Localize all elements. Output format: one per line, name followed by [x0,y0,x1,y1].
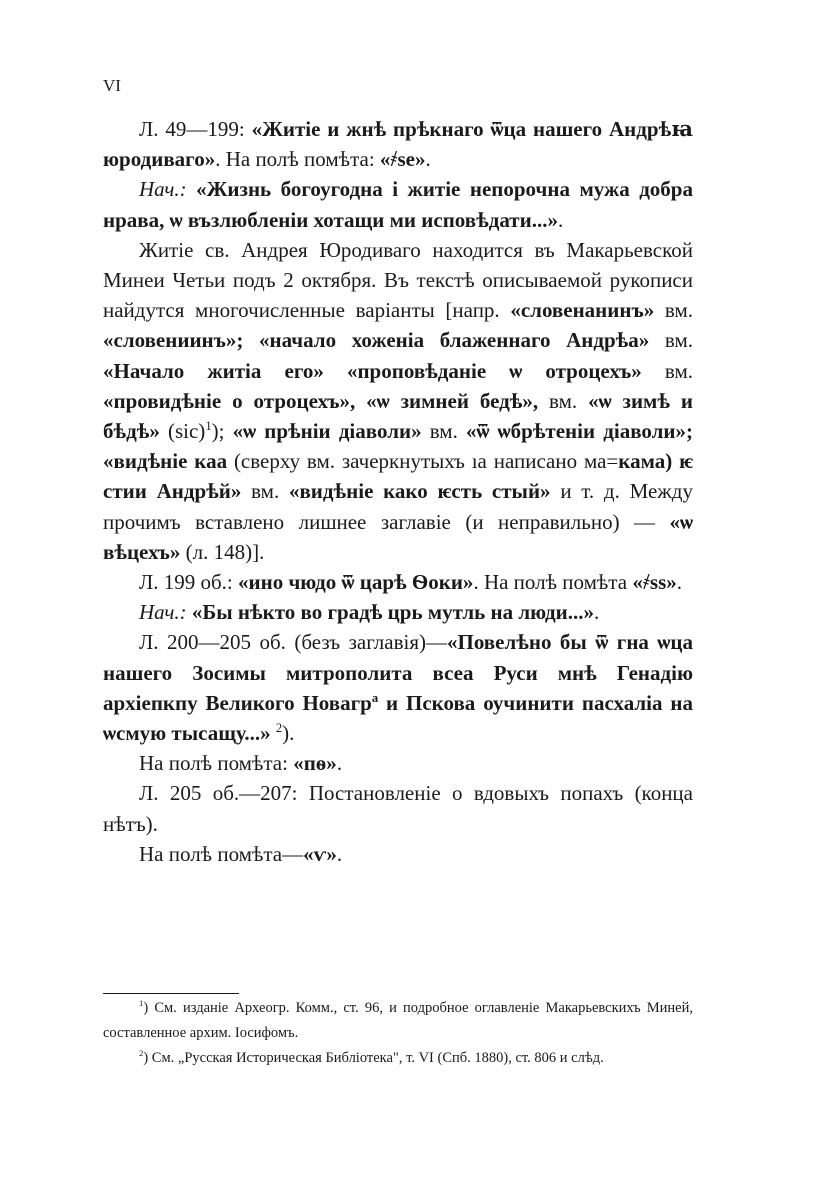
folio-ref: Л. 49—199: [139,117,252,141]
paragraph [103,748,693,778]
footnote-text: ) См. изданіе Археогр. Комм., ст. 96, и подробное оглавленіе Макарьевскихъ Миней, составленное архим. Іосифомъ. [103,1000,693,1041]
text-run: вм. [649,328,693,353]
text-run: . [557,207,564,232]
footnotes [103,996,693,1071]
text-run: . [425,147,431,172]
text-run: (л. 148)]. [180,539,265,564]
slavonic-quote: «ѿ ѡбрѣтеніи діаволи»; «видѣніе каа [103,419,693,474]
paragraph [103,174,693,234]
slavonic-quote: «ино чюдо ѿ царѣ Ѳоки» [238,570,474,595]
text-run: Житіе св. Андрея Юродиваго находится въ Макарьевской Минеи Четьи подъ 2 октября. Въ текстѣ описываемой рукописи найдутся многочисленные варіанты [напр. [103,237,693,323]
slavonic-quote: «Житіе и жнѣ прѣкнаго ѿца нашего Андрѣꙗ юродиваго» [103,117,693,172]
footnote [103,996,693,1046]
footnote-number: 2 [139,1048,144,1059]
slavonic-quote: кама) [618,449,673,474]
text-run: (sic) [159,419,206,444]
text-run: На полѣ помѣта— [139,841,304,866]
page-number: VI [103,76,121,95]
text-run: (сверху вм. зачеркнутыхъ ıа написано ма= [227,449,619,474]
paragraph [103,627,693,748]
slavonic-quote: и Пскова оучинити пасхаліа на ѡсмую тысащу...» [103,690,693,746]
text-run: вм. [641,358,693,383]
slavonic-quote: ѥ стии Андрѣй» [103,449,694,504]
paragraph [103,235,693,567]
footnote-number: 1 [139,998,144,1009]
superscript-letter: а [371,690,379,705]
slavonic-quote: «ѡ зимѣ и бѣдѣ» [103,388,693,444]
slavonic-quote: «Повелѣно бы ѿ гна ѡца нашего Зосимы митрополита всеа Руси мнѣ Генадію архіепкпу Великого Новагр [103,630,693,715]
text-run: вм. [654,298,693,323]
slavonic-quote: «ѡ прѣніи діаволи» [232,419,422,444]
text-run: На полѣ помѣта: [139,751,294,776]
slavonic-quote: «Жизнь богоугодна і житіе непорочна мужа добра нрава, ѡ възлюбленіи хотащи ми исповѣдати...» [103,177,693,232]
text-run: вм. [241,479,289,504]
text-run: . На полѣ помѣта: [215,147,380,172]
margin-note: «҂ѕѕ» [632,570,677,595]
paragraph [103,114,693,174]
text-run: . [336,841,343,866]
footnote-mark: 1 [205,419,212,434]
slavonic-quote: «словениинъ»; «начало хоженіа блаженнаго Андрѣа» [103,328,650,353]
text-run: . На полѣ помѣта [473,570,633,595]
slavonic-quote: «Бы нѣкто во градѣ црь мутль на люди...» [191,600,594,625]
folio-ref: Л. 199 об.: [139,570,239,595]
text-run: . [593,600,600,625]
text-run: . [336,751,343,776]
slavonic-quote: «Начало житіа его» «проповѣданіе ѡ отроцехъ» [103,358,642,383]
footnote-mark: 2 [275,721,283,736]
footnote-divider [103,993,239,994]
incipit-label: Нач.: [139,600,192,625]
footnote [103,1046,693,1071]
main-text [103,114,693,869]
margin-note: «пѳ» [293,751,337,776]
text-run: ). [282,721,295,746]
paragraph [103,778,693,838]
incipit-label: Нач.: [139,177,197,202]
slavonic-quote: «провидѣніе о отроцехъ», «ѡ зимней бедѣ», [103,388,539,413]
text-run: Л. 205 об.—207: Постановленіе о вдовыхъ попахъ (конца нѣтъ). [103,781,693,836]
margin-note: «҂ѕе» [379,147,426,172]
slavonic-quote: «ѡ вѣцехъ» [103,509,693,564]
text-run: вм. [538,388,589,413]
text-run: . [676,570,683,595]
paragraph [103,567,693,597]
paragraph [103,597,693,627]
folio-ref: Л. 200—205 об. (безъ заглавія)— [139,630,447,655]
text-run: вм. [421,419,466,444]
text-run: ); [211,419,233,444]
footnote-text: ) См. „Русская Историческая Библіотека", т. VI (Спб. 1880), ст. 806 и слѣд. [143,1050,604,1066]
slavonic-quote: «словенанинъ» [510,298,655,323]
margin-note: «ѵ» [303,841,337,866]
slavonic-quote: «видѣніе како ѥсть стый» [288,479,551,504]
text-run: и т. д. Между прочимъ вставлено лишнее заглавіе (и неправильно) — [103,479,693,534]
paragraph [103,839,693,869]
